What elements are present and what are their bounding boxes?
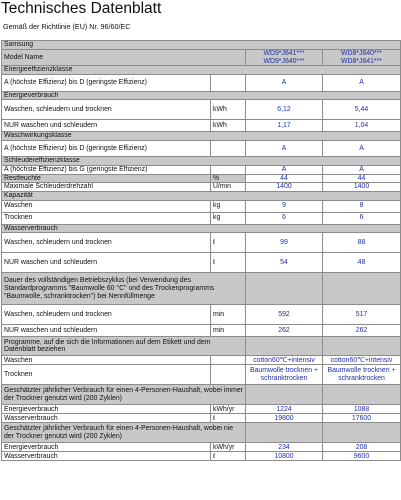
spec-row — [2, 253, 401, 273]
row-label: A (höchste Effizienz) bis D (geringste Effizienz) — [2, 140, 211, 156]
spec-row — [2, 365, 401, 385]
row-value-2: A — [323, 165, 401, 174]
row-label: Wasserverbrauch — [2, 452, 211, 461]
row-label: Maximale Schleuderdrehzahl — [2, 183, 211, 192]
row-unit: kg — [211, 200, 246, 212]
spec-row — [2, 212, 401, 224]
row-unit: ℓ — [211, 414, 246, 423]
row-label: Waschen — [2, 200, 211, 212]
row-unit: U/min — [211, 183, 246, 192]
row-value-1: 6 — [246, 212, 323, 224]
row-value-1: 592 — [246, 305, 323, 325]
spec-row — [2, 74, 401, 91]
row-value-2: A — [323, 140, 401, 156]
section-fill — [323, 423, 401, 443]
row-value-2: 48 — [323, 253, 401, 273]
row-value-1: 19800 — [246, 414, 323, 423]
model-cell-1 — [246, 50, 323, 66]
model-row — [2, 50, 401, 66]
row-unit: ℓ — [211, 452, 246, 461]
row-value-1: 1400 — [246, 183, 323, 192]
row-value-1: 1224 — [246, 405, 323, 414]
row-unit: ℓ — [211, 233, 246, 253]
row-label: Trocknen — [2, 212, 211, 224]
row-label: NUR waschen und schleudern — [2, 325, 211, 337]
section-fill — [323, 337, 401, 356]
row-unit: kWh — [211, 120, 246, 132]
row-value-1: Baumwolle trocknen + schranktrocken — [246, 365, 323, 385]
section-jahr1 — [2, 385, 401, 405]
section-fill — [246, 273, 323, 305]
row-value-1: 9 — [246, 200, 323, 212]
section-kapazitaet — [2, 192, 401, 201]
row-value-1: 6,12 — [246, 100, 323, 120]
row-value-2: Baumwolle trocknen + schranktrocken — [323, 365, 401, 385]
spec-row — [2, 452, 401, 461]
row-label: A (höchste Effizienz) bis G (geringste Effizienz) — [2, 165, 211, 174]
section-energieverbrauch — [2, 91, 401, 100]
section-jahr2 — [2, 423, 401, 443]
row-label: Waschen, schleudern und trocknen — [2, 305, 211, 325]
row-unit: kWh/yr — [211, 405, 246, 414]
model-1a: WD9*J641*** — [263, 50, 305, 57]
model-2a: WD8*J640*** — [341, 50, 382, 57]
row-label: Waschen, schleudern und trocknen — [2, 100, 211, 120]
row-value-2: 517 — [323, 305, 401, 325]
row-value-2: 9600 — [323, 452, 401, 461]
row-value-2: cotton60℃+intensiv — [323, 356, 401, 365]
section-label: Programme, auf die sich die Informationen auf dem Etikett und dem Datenblatt beziehen — [2, 337, 246, 356]
section-fill — [323, 273, 401, 305]
brand-label: Samsung — [2, 41, 401, 50]
section-fill — [246, 337, 323, 356]
row-value-1: A — [246, 140, 323, 156]
row-label: Wasserverbrauch — [2, 414, 211, 423]
row-value-2: 5,44 — [323, 100, 401, 120]
spec-row — [2, 414, 401, 423]
row-value-1: 234 — [246, 443, 323, 452]
model-cell-2 — [323, 50, 401, 66]
section-fill — [246, 423, 323, 443]
row-unit: % — [211, 174, 246, 183]
row-value-1: A — [246, 165, 323, 174]
section-fill — [246, 385, 323, 405]
section-label: Wasserverbrauch — [2, 224, 401, 233]
spec-row — [2, 405, 401, 414]
section-fill — [323, 385, 401, 405]
row-value-2: 262 — [323, 325, 401, 337]
row-value-2: 44 — [323, 174, 401, 183]
model-1b: WD9*J640*** — [263, 57, 305, 65]
row-value-1: 262 — [246, 325, 323, 337]
spec-row — [2, 100, 401, 120]
row-unit: ℓ — [211, 253, 246, 273]
section-label: Energieeffizienzklasse — [2, 66, 401, 75]
page-subtitle: Gemäß der Richtlinie (EU) Nr. 96/60/EC — [3, 22, 131, 31]
section-label: Kapazität — [2, 192, 401, 201]
row-value-2: 17600 — [323, 414, 401, 423]
row-label: NUR waschen und schleudern — [2, 120, 211, 132]
row-value-1: 1,17 — [246, 120, 323, 132]
row-unit: min — [211, 325, 246, 337]
row-value-1: 10800 — [246, 452, 323, 461]
spec-row — [2, 443, 401, 452]
row-unit — [211, 140, 246, 156]
row-value-1: 99 — [246, 233, 323, 253]
row-label: Trocknen — [2, 365, 211, 385]
row-value-2: 1088 — [323, 405, 401, 414]
section-label: Geschätzter jährlicher Verbrauch für einen 4-Personen-Haushalt, wobei nie der Trockner genutzt wird (200 Zyklen) — [2, 423, 246, 443]
row-label: Energieverbrauch — [2, 443, 211, 452]
row-label: Waschen, schleudern und trocknen — [2, 233, 211, 253]
section-dauer — [2, 273, 401, 305]
row-value-2: 88 — [323, 233, 401, 253]
row-value-2: 8 — [323, 200, 401, 212]
row-unit: kg — [211, 212, 246, 224]
brand-row — [2, 41, 401, 50]
row-value-2: A — [323, 74, 401, 91]
spec-row — [2, 183, 401, 192]
row-value-1: 54 — [246, 253, 323, 273]
section-label: Schleudereffizienzklasse — [2, 156, 401, 165]
row-unit — [211, 365, 246, 385]
row-value-1: A — [246, 74, 323, 91]
row-value-2: 1,04 — [323, 120, 401, 132]
section-label: Geschätzter jährlicher Verbrauch für einen 4-Personen-Haushalt, wobei immer der Trockner genutzt wird (200 Zyklen) — [2, 385, 246, 405]
row-label: Energieverbrauch — [2, 405, 211, 414]
row-value-2: 1400 — [323, 183, 401, 192]
spec-row — [2, 140, 401, 156]
spec-row — [2, 165, 401, 174]
row-unit — [211, 165, 246, 174]
model-2b: WD8*J641*** — [341, 57, 382, 65]
row-unit — [211, 74, 246, 91]
page-title: Technisches Datenblatt — [1, 0, 162, 17]
spec-row — [2, 356, 401, 365]
row-value-2: 208 — [323, 443, 401, 452]
section-label: Dauer des vollständigen Betriebszyklus (bei Verwendung des Standardprogramms "Baumwolle 60 °C" und des Trockenprogramms "Baumwolle, schranktrocken") bei Nennfüllmenge — [2, 273, 246, 305]
model-label: Model Name — [2, 50, 246, 66]
spec-row — [2, 325, 401, 337]
row-unit — [211, 356, 246, 365]
row-unit: min — [211, 305, 246, 325]
section-schleuder — [2, 156, 401, 165]
row-label: Restfeuchte — [2, 174, 211, 183]
row-label: NUR waschen und schleudern — [2, 253, 211, 273]
row-unit: kWh/yr — [211, 443, 246, 452]
section-programme — [2, 337, 401, 356]
section-label: Energieverbrauch — [2, 91, 401, 100]
row-value-1: cotton60℃+intensiv — [246, 356, 323, 365]
row-value-1: 44 — [246, 174, 323, 183]
row-value-2: 6 — [323, 212, 401, 224]
spec-row — [2, 233, 401, 253]
section-waschwirkung — [2, 132, 401, 141]
spec-table — [1, 40, 401, 461]
spec-row-restfeuchte — [2, 174, 401, 183]
section-energieklasse — [2, 66, 401, 75]
spec-row — [2, 200, 401, 212]
row-label: Waschen — [2, 356, 211, 365]
row-label: A (höchste Effizienz) bis D (geringste Effizienz) — [2, 74, 211, 91]
spec-row — [2, 120, 401, 132]
section-wasser — [2, 224, 401, 233]
spec-row — [2, 305, 401, 325]
section-label: Waschwirkungsklasse — [2, 132, 401, 141]
row-unit: kWh — [211, 100, 246, 120]
